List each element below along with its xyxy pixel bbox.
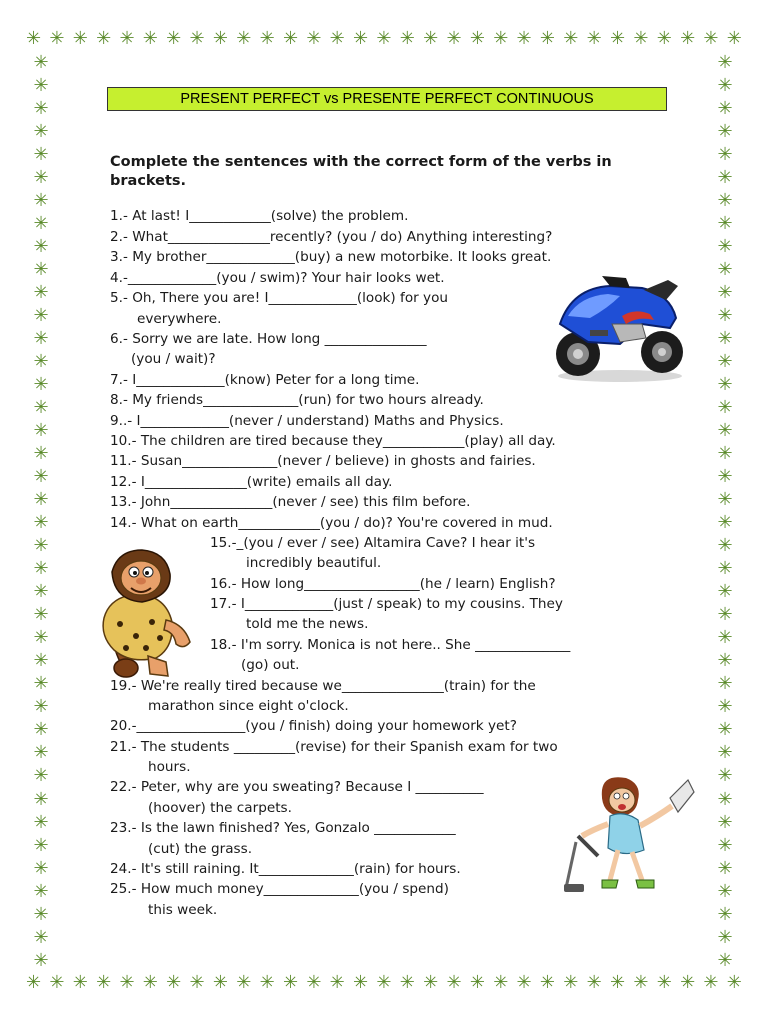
border-flower-icon: ✳	[119, 28, 135, 49]
exercise-line: (go) out.	[241, 657, 300, 673]
border-flower-icon: ✳	[33, 52, 49, 73]
border-flower-icon: ✳	[119, 972, 135, 993]
border-flower-icon: ✳	[717, 857, 733, 879]
border-flower-icon: ✳	[329, 28, 345, 49]
border-flower-icon: ✳	[717, 282, 733, 304]
border-flower-icon: ✳	[49, 972, 65, 993]
border-flower-icon: ✳	[717, 834, 733, 856]
exercise-line: everywhere.	[137, 311, 222, 327]
border-flower-icon: ✳	[72, 28, 88, 49]
border-flower-icon: ✳	[717, 811, 733, 833]
border-flower-icon: ✳	[26, 972, 42, 993]
border-flower-icon: ✳	[33, 719, 49, 741]
border-flower-icon: ✳	[189, 972, 205, 993]
border-right	[714, 52, 736, 972]
border-flower-icon: ✳	[306, 972, 322, 993]
border-flower-icon: ✳	[33, 604, 49, 626]
border-flower-icon: ✳	[717, 144, 733, 166]
border-flower-icon: ✳	[33, 420, 49, 442]
exercise-line: incredibly beautiful.	[246, 555, 382, 571]
exercise-line: 17.- I_____________(just / speak) to my cousins. They	[210, 596, 563, 612]
border-flower-icon: ✳	[726, 28, 742, 49]
border-flower-icon: ✳	[33, 489, 49, 511]
border-flower-icon: ✳	[166, 28, 182, 49]
border-flower-icon: ✳	[717, 903, 733, 925]
border-flower-icon: ✳	[717, 52, 733, 73]
border-flower-icon: ✳	[680, 972, 696, 993]
exercise-line: 20.-________________(you / finish) doing your homework yet?	[110, 718, 517, 734]
border-flower-icon: ✳	[259, 972, 275, 993]
exercise-line: 25.- How much money______________(you / spend)	[110, 881, 449, 897]
border-flower-icon: ✳	[717, 420, 733, 442]
border-flower-icon: ✳	[236, 28, 252, 49]
exercise-line: this week.	[148, 902, 218, 918]
border-flower-icon: ✳	[33, 857, 49, 879]
border-flower-icon: ✳	[717, 489, 733, 511]
border-flower-icon: ✳	[282, 28, 299, 49]
border-flower-icon: ✳	[633, 28, 649, 49]
border-flower-icon: ✳	[717, 765, 733, 787]
border-flower-icon: ✳	[717, 236, 733, 258]
border-flower-icon: ✳	[717, 121, 733, 143]
border-flower-icon: ✳	[516, 28, 532, 49]
border-flower-icon: ✳	[717, 351, 733, 373]
border-flower-icon: ✳	[717, 305, 733, 327]
exercise-line: 24.- It's still raining. It______________(rain) for hours.	[110, 861, 461, 877]
exercise-line: 7.- I_____________(know) Peter for a long time.	[110, 372, 420, 388]
exercise-line: 22.- Peter, why are you sweating? Because I __________	[110, 779, 484, 795]
border-flower-icon: ✳	[717, 75, 733, 97]
exercise-line: 12.- I_______________(write) emails all day.	[110, 474, 393, 490]
border-flower-icon: ✳	[516, 972, 532, 993]
border-flower-icon: ✳	[33, 926, 49, 948]
border-flower-icon: ✳	[717, 98, 733, 120]
exercise-line: 23.- Is the lawn finished? Yes, Gonzalo ____________	[110, 820, 456, 836]
border-flower-icon: ✳	[142, 28, 158, 49]
border-flower-icon: ✳	[33, 98, 49, 120]
exercise-line: 21.- The students _________(revise) for their Spanish exam for two	[110, 739, 558, 755]
border-flower-icon: ✳	[33, 236, 49, 258]
border-flower-icon: ✳	[33, 949, 49, 971]
border-flower-icon: ✳	[717, 328, 733, 350]
exercise-line: 10.- The children are tired because they____________(play) all day.	[110, 433, 556, 449]
border-flower-icon: ✳	[33, 144, 49, 166]
border-flower-icon: ✳	[717, 926, 733, 948]
border-flower-icon: ✳	[33, 466, 49, 488]
exercise-line: 18.- I'm sorry. Monica is not here.. She ______________	[210, 637, 571, 653]
border-flower-icon: ✳	[703, 972, 719, 993]
border-flower-icon: ✳	[33, 443, 49, 465]
border-flower-icon: ✳	[656, 28, 672, 49]
title-box	[107, 87, 667, 111]
border-top	[26, 28, 742, 50]
border-flower-icon: ✳	[33, 351, 49, 373]
exercise-line: 8.- My friends______________(run) for two hours already.	[110, 392, 484, 408]
border-flower-icon: ✳	[282, 972, 299, 993]
border-flower-icon: ✳	[717, 512, 733, 534]
border-flower-icon: ✳	[717, 719, 733, 741]
exercise-line: (cut) the grass.	[148, 841, 253, 857]
border-flower-icon: ✳	[33, 535, 49, 557]
border-flower-icon: ✳	[33, 305, 49, 327]
border-flower-icon: ✳	[717, 374, 733, 396]
border-flower-icon: ✳	[493, 972, 509, 993]
exercise-line: 16.- How long_________________(he / learn) English?	[210, 576, 556, 592]
border-flower-icon: ✳	[423, 28, 439, 49]
border-flower-icon: ✳	[33, 627, 49, 649]
border-bottom	[26, 972, 742, 994]
caveman-illustration	[80, 544, 198, 682]
border-flower-icon: ✳	[33, 167, 49, 189]
border-flower-icon: ✳	[96, 28, 112, 49]
border-flower-icon: ✳	[26, 28, 42, 49]
exercise-line: told me the news.	[246, 616, 369, 632]
border-flower-icon: ✳	[609, 972, 626, 993]
border-flower-icon: ✳	[142, 972, 158, 993]
exercise-line: 1.- At last! I____________(solve) the problem.	[110, 208, 409, 224]
border-flower-icon: ✳	[399, 28, 415, 49]
exercise-line: 11.- Susan______________(never / believe) in ghosts and fairies.	[110, 453, 536, 469]
border-flower-icon: ✳	[717, 673, 733, 695]
exercise-line: 5.- Oh, There you are! I_____________(look) for you	[110, 290, 449, 306]
border-flower-icon: ✳	[717, 213, 733, 235]
border-flower-icon: ✳	[33, 742, 49, 764]
border-flower-icon: ✳	[96, 972, 112, 993]
border-flower-icon: ✳	[33, 512, 49, 534]
border-flower-icon: ✳	[376, 972, 392, 993]
border-flower-icon: ✳	[33, 75, 49, 97]
border-flower-icon: ✳	[656, 972, 672, 993]
exercise-line: (hoover) the carpets.	[148, 800, 292, 816]
border-flower-icon: ✳	[33, 903, 49, 925]
exercise-line: hours.	[148, 759, 191, 775]
border-flower-icon: ✳	[446, 972, 462, 993]
border-flower-icon: ✳	[49, 28, 65, 49]
border-flower-icon: ✳	[33, 811, 49, 833]
border-flower-icon: ✳	[376, 28, 392, 49]
page-title: PRESENT PERFECT vs PRESENTE PERFECT CONTINUOUS	[180, 91, 594, 107]
border-flower-icon: ✳	[717, 466, 733, 488]
border-flower-icon: ✳	[717, 742, 733, 764]
border-flower-icon: ✳	[717, 443, 733, 465]
border-flower-icon: ✳	[72, 972, 88, 993]
border-flower-icon: ✳	[33, 834, 49, 856]
border-flower-icon: ✳	[33, 259, 49, 281]
border-flower-icon: ✳	[717, 880, 733, 902]
border-flower-icon: ✳	[259, 28, 275, 49]
border-flower-icon: ✳	[469, 28, 485, 49]
exercise-line: 3.- My brother_____________(buy) a new motorbike. It looks great.	[110, 249, 552, 265]
border-flower-icon: ✳	[166, 972, 182, 993]
exercise-line: marathon since eight o'clock.	[148, 698, 349, 714]
border-flower-icon: ✳	[469, 972, 485, 993]
exercise-line: (you / wait)?	[131, 351, 216, 367]
border-flower-icon: ✳	[563, 972, 579, 993]
border-flower-icon: ✳	[212, 972, 228, 993]
border-flower-icon: ✳	[189, 28, 205, 49]
exercise-line: 6.- Sorry we are late. How long _______________	[110, 331, 427, 347]
border-flower-icon: ✳	[633, 972, 649, 993]
border-flower-icon: ✳	[236, 972, 252, 993]
border-flower-icon: ✳	[717, 581, 733, 603]
border-flower-icon: ✳	[493, 28, 509, 49]
border-flower-icon: ✳	[717, 696, 733, 718]
exercise-line: 19.- We're really tired because we_______________(train) for the	[110, 678, 536, 694]
border-flower-icon: ✳	[33, 282, 49, 304]
border-flower-icon: ✳	[33, 880, 49, 902]
border-flower-icon: ✳	[33, 558, 49, 580]
border-flower-icon: ✳	[33, 121, 49, 143]
border-flower-icon: ✳	[717, 190, 733, 212]
border-flower-icon: ✳	[329, 972, 345, 993]
exercise-line: 2.- What_______________recently? (you / do) Anything interesting?	[110, 229, 553, 245]
border-flower-icon: ✳	[33, 213, 49, 235]
border-flower-icon: ✳	[33, 788, 49, 810]
border-flower-icon: ✳	[586, 28, 602, 49]
border-flower-icon: ✳	[703, 28, 719, 49]
border-flower-icon: ✳	[33, 673, 49, 695]
border-flower-icon: ✳	[306, 28, 322, 49]
border-flower-icon: ✳	[680, 28, 696, 49]
border-flower-icon: ✳	[717, 167, 733, 189]
border-flower-icon: ✳	[33, 765, 49, 787]
border-flower-icon: ✳	[726, 972, 742, 993]
border-flower-icon: ✳	[399, 972, 415, 993]
border-flower-icon: ✳	[717, 627, 733, 649]
border-flower-icon: ✳	[717, 259, 733, 281]
border-flower-icon: ✳	[717, 949, 733, 971]
border-flower-icon: ✳	[33, 190, 49, 212]
border-flower-icon: ✳	[539, 28, 555, 49]
exercise-line: 13.- John_______________(never / see) this film before.	[110, 494, 471, 510]
instructions: Complete the sentences with the correct form of the verbs in brackets.	[110, 154, 612, 189]
border-flower-icon: ✳	[33, 397, 49, 419]
border-flower-icon: ✳	[563, 28, 579, 49]
border-flower-icon: ✳	[717, 397, 733, 419]
border-flower-icon: ✳	[33, 696, 49, 718]
border-flower-icon: ✳	[33, 650, 49, 672]
border-flower-icon: ✳	[33, 328, 49, 350]
border-flower-icon: ✳	[353, 972, 369, 993]
border-flower-icon: ✳	[33, 374, 49, 396]
border-flower-icon: ✳	[717, 558, 733, 580]
border-flower-icon: ✳	[717, 650, 733, 672]
border-flower-icon: ✳	[717, 535, 733, 557]
border-flower-icon: ✳	[446, 28, 462, 49]
border-flower-icon: ✳	[212, 28, 228, 49]
border-flower-icon: ✳	[423, 972, 439, 993]
exercise-line: 9..- I_____________(never / understand) Maths and Physics.	[110, 413, 504, 429]
border-flower-icon: ✳	[353, 28, 369, 49]
exercise-line: 14.- What on earth____________(you / do)? You're covered in mud.	[110, 515, 553, 531]
border-flower-icon: ✳	[717, 604, 733, 626]
border-flower-icon: ✳	[717, 788, 733, 810]
border-flower-icon: ✳	[539, 972, 555, 993]
border-flower-icon: ✳	[33, 581, 49, 603]
exercise-line: 15.-_(you / ever / see) Altamira Cave? I hear it's	[210, 535, 536, 551]
border-flower-icon: ✳	[609, 28, 626, 49]
woman-vacuum-illustration	[562, 776, 696, 896]
exercise-line: 4.-_____________(you / swim)? Your hair looks wet.	[110, 270, 445, 286]
motorbike-illustration	[550, 272, 688, 384]
border-left	[30, 52, 52, 972]
border-flower-icon: ✳	[586, 972, 602, 993]
